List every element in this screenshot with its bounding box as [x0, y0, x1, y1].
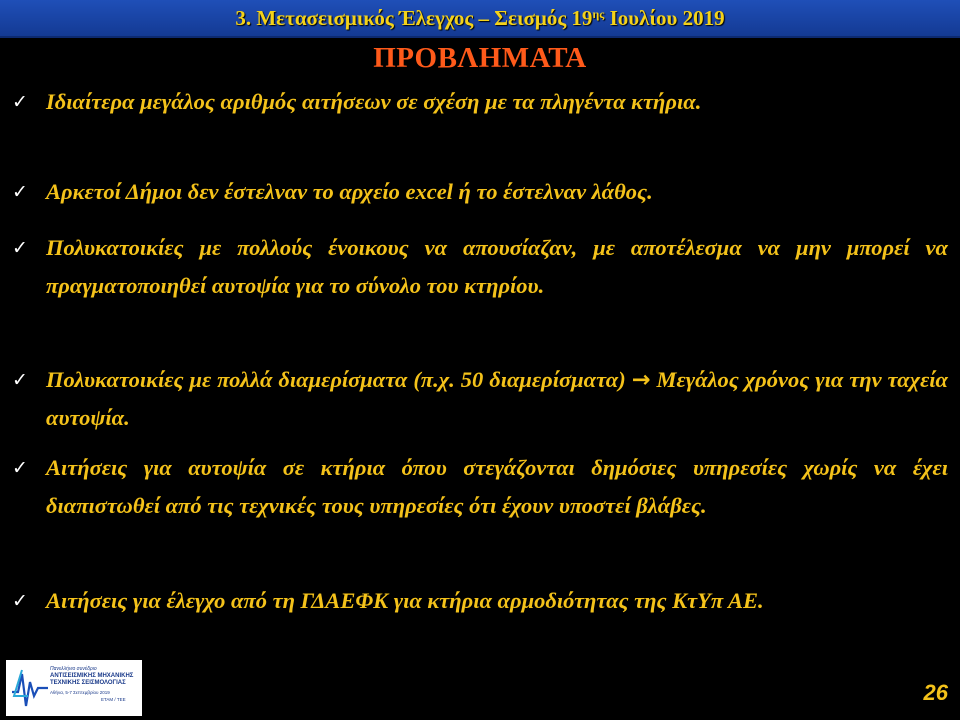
bullet-text: [46, 361, 948, 437]
header-title: [235, 6, 724, 31]
bullet-item: [8, 229, 948, 305]
logo-text-line: ΤΕΧΝΙΚΗΣ ΣΕΙΣΜΟΛΟΓΙΑΣ: [50, 680, 126, 686]
bullet-text: Πολυκατοικίες με πολλούς ένοικους να απουσίαζαν, με αποτέλεσμα να μην μπορεί να πραγματοποιηθεί αυτοψία για το σύνολο του κτηρίου.: [46, 235, 948, 298]
bullet-item: [8, 173, 948, 211]
checkmark-icon: ✓: [12, 237, 28, 259]
header-title-superscript: ης: [592, 6, 605, 21]
bullet-text-part: Πολυκατοικίες με πολλά διαμερίσματα (π.χ. 50 διαμερίσματα): [46, 367, 626, 392]
checkmark-icon: ✓: [12, 457, 28, 479]
arrow-right-icon: →: [631, 367, 651, 393]
header-title-main: 3. Μετασεισμικός Έλεγχος – Σεισμός 19: [235, 5, 593, 30]
page-number: 26: [923, 680, 948, 705]
slide-title: ΠΡΟΒΛΗΜΑΤΑ: [373, 42, 587, 74]
bullet-item: [8, 449, 948, 525]
bullet-item: [8, 83, 948, 121]
checkmark-icon: ✓: [12, 91, 28, 113]
bullet-text: Αρκετοί Δήμοι δεν έστελναν το αρχείο excel ή το έστελναν λάθος.: [46, 179, 653, 204]
checkmark-icon: ✓: [12, 369, 28, 391]
logo-text-line: Πανελλήνιο συνέδριο: [50, 666, 97, 672]
bullet-text-part: Μεγάλος χρόνος για την ταχεία αυτοψία.: [46, 367, 949, 430]
bullet-text: Αιτήσεις για έλεγχο από τη ΓΔΑΕΦΚ για κτήρια αρμοδιότητας της ΚτΥπ ΑΕ.: [46, 588, 764, 613]
header-title-end: Ιουλίου 2019: [604, 5, 725, 30]
checkmark-icon: ✓: [12, 181, 28, 203]
bullet-item: [8, 582, 948, 620]
conference-logo: [6, 660, 142, 716]
bullet-text: Αιτήσεις για αυτοψία σε κτήρια όπου στεγάζονται δημόσιες υπηρεσίες χωρίς να έχει διαπιστωθεί από τις τεχνικές τους υπηρεσίες ότι έχουν υποστεί βλάβες.: [46, 455, 948, 518]
header-banner: [0, 0, 960, 38]
logo-text-line: ΑΝΤΙΣΕΙΣΜΙΚΗΣ ΜΗΧΑΝΙΚΗΣ: [50, 673, 134, 679]
bullet-text: Ιδιαίτερα μεγάλος αριθμός αιτήσεων σε σχέση με τα πληγέντα κτήρια.: [46, 89, 702, 114]
checkmark-icon: ✓: [12, 590, 28, 612]
logo-text-line: ΕΤΑΜ / ΤΕΕ: [101, 697, 126, 702]
seismograph-logo-icon: [8, 662, 50, 712]
logo-text-line: Αθήνα, 5-7 Σεπτεμβρίου 2019: [50, 690, 110, 695]
bullet-item: [8, 361, 948, 437]
